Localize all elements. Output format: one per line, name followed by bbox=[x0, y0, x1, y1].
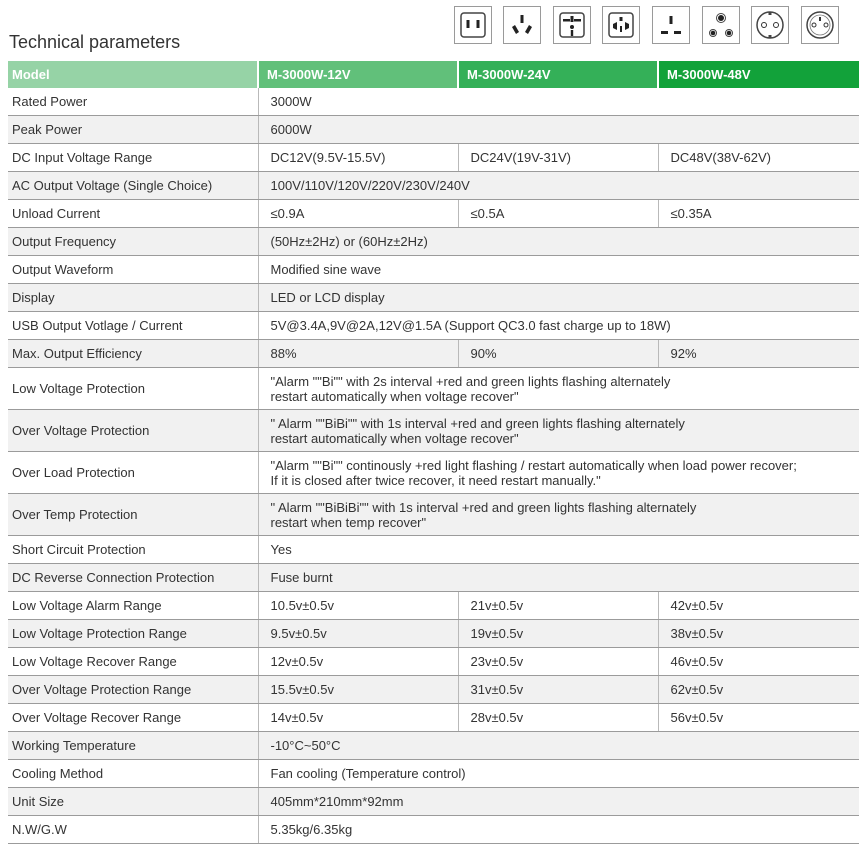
row-value: 28v±0.5v bbox=[458, 704, 658, 732]
header-12v-model: M-3000W-12V bbox=[258, 61, 458, 88]
row-value: 90% bbox=[458, 340, 658, 368]
row-value: 5.35kg/6.35kg bbox=[258, 816, 859, 844]
row-label: Output Frequency bbox=[8, 228, 258, 256]
row-value: 3000W bbox=[258, 88, 859, 116]
row-value-line: If it is closed after twice recover, it need restart manually." bbox=[270, 472, 601, 488]
row-value: 9.5v±0.5v bbox=[258, 620, 458, 648]
us-socket-icon bbox=[454, 6, 492, 44]
table-row bbox=[8, 788, 859, 816]
row-value bbox=[258, 494, 859, 536]
table-row bbox=[8, 228, 859, 256]
table-row bbox=[8, 494, 859, 536]
row-label: Short Circuit Protection bbox=[8, 536, 258, 564]
header-24v-model: M-3000W-24V bbox=[458, 61, 658, 88]
row-value: ≤0.9A bbox=[258, 200, 458, 228]
row-value-line: restart when temp recover" bbox=[270, 514, 427, 530]
row-value: 92% bbox=[658, 340, 859, 368]
table-row bbox=[8, 676, 859, 704]
row-value: 88% bbox=[258, 340, 458, 368]
row-value: 15.5v±0.5v bbox=[258, 676, 458, 704]
row-label: AC Output Voltage (Single Choice) bbox=[8, 172, 258, 200]
row-label: Display bbox=[8, 284, 258, 312]
table-row bbox=[8, 620, 859, 648]
row-label: Over Voltage Protection Range bbox=[8, 676, 258, 704]
table-row bbox=[8, 200, 859, 228]
spec-table bbox=[8, 61, 859, 844]
eu-socket-icon bbox=[751, 6, 789, 44]
row-value bbox=[258, 452, 859, 494]
row-value: ≤0.35A bbox=[658, 200, 859, 228]
table-row bbox=[8, 648, 859, 676]
row-value: DC48V(38V-62V) bbox=[658, 144, 859, 172]
row-value: 10.5v±0.5v bbox=[258, 592, 458, 620]
row-value: 42v±0.5v bbox=[658, 592, 859, 620]
row-value-line: " Alarm ""BiBiBi"" with 1s interval +red and green lights flashing alternately bbox=[270, 499, 697, 515]
row-label: Unit Size bbox=[8, 788, 258, 816]
row-value: 19v±0.5v bbox=[458, 620, 658, 648]
table-row bbox=[8, 312, 859, 340]
table-row bbox=[8, 816, 859, 844]
row-value bbox=[258, 410, 859, 452]
row-value: Yes bbox=[258, 536, 859, 564]
row-value: 5V@3.4A,9V@2A,12V@1.5A (Support QC3.0 fast charge up to 18W) bbox=[258, 312, 859, 340]
row-value-line: " Alarm ""BiBi"" with 1s interval +red and green lights flashing alternately bbox=[270, 415, 685, 431]
row-value-line: "Alarm ""Bi"" continously +red light flashing / restart automatically when load power recover; bbox=[270, 457, 797, 473]
row-label: Low Voltage Protection Range bbox=[8, 620, 258, 648]
table-row bbox=[8, 144, 859, 172]
table-row bbox=[8, 732, 859, 760]
row-value: 12v±0.5v bbox=[258, 648, 458, 676]
table-row bbox=[8, 592, 859, 620]
multi-socket-icon bbox=[602, 6, 640, 44]
row-value: LED or LCD display bbox=[258, 284, 859, 312]
row-label: Max. Output Efficiency bbox=[8, 340, 258, 368]
za-socket-icon bbox=[652, 6, 690, 44]
spec-table-body bbox=[8, 88, 859, 844]
table-row bbox=[8, 88, 859, 116]
row-value-line: "Alarm ""Bi"" with 2s interval +red and green lights flashing alternately bbox=[270, 373, 671, 389]
table-row bbox=[8, 340, 859, 368]
header-48v-model: M-3000W-48V bbox=[658, 61, 859, 88]
table-row bbox=[8, 760, 859, 788]
row-value: DC24V(19V-31V) bbox=[458, 144, 658, 172]
table-row bbox=[8, 172, 859, 200]
row-value: Fuse burnt bbox=[258, 564, 859, 592]
row-label: Peak Power bbox=[8, 116, 258, 144]
row-label: N.W/G.W bbox=[8, 816, 258, 844]
row-label: Output Waveform bbox=[8, 256, 258, 284]
spec-table-header bbox=[8, 61, 859, 88]
table-row bbox=[8, 116, 859, 144]
row-label: Cooling Method bbox=[8, 760, 258, 788]
row-value: 56v±0.5v bbox=[658, 704, 859, 732]
table-row bbox=[8, 284, 859, 312]
row-label: Low Voltage Alarm Range bbox=[8, 592, 258, 620]
row-label: DC Reverse Connection Protection bbox=[8, 564, 258, 592]
row-value: 14v±0.5v bbox=[258, 704, 458, 732]
row-label: Unload Current bbox=[8, 200, 258, 228]
table-row bbox=[8, 564, 859, 592]
row-label: Low Voltage Protection bbox=[8, 368, 258, 410]
table-row bbox=[8, 368, 859, 410]
row-value-line: restart automatically when voltage recover" bbox=[270, 388, 519, 404]
row-value: 62v±0.5v bbox=[658, 676, 859, 704]
row-value: 405mm*210mm*92mm bbox=[258, 788, 859, 816]
row-label: Over Load Protection bbox=[8, 452, 258, 494]
row-value: DC12V(9.5V-15.5V) bbox=[258, 144, 458, 172]
page-title: Technical parameters bbox=[9, 32, 181, 52]
row-value: 38v±0.5v bbox=[658, 620, 859, 648]
table-row bbox=[8, 536, 859, 564]
in-socket-icon bbox=[702, 6, 740, 44]
row-label: Rated Power bbox=[8, 88, 258, 116]
row-value bbox=[258, 368, 859, 410]
row-value: -10°C~50°C bbox=[258, 732, 859, 760]
row-value: 31v±0.5v bbox=[458, 676, 658, 704]
row-value: (50Hz±2Hz) or (60Hz±2Hz) bbox=[258, 228, 859, 256]
row-value: 6000W bbox=[258, 116, 859, 144]
header-model: Model bbox=[8, 61, 258, 88]
au-socket-icon bbox=[503, 6, 541, 44]
row-value: Fan cooling (Temperature control) bbox=[258, 760, 859, 788]
row-value: 23v±0.5v bbox=[458, 648, 658, 676]
row-value: Modified sine wave bbox=[258, 256, 859, 284]
row-label: Over Temp Protection bbox=[8, 494, 258, 536]
row-label: Over Voltage Protection bbox=[8, 410, 258, 452]
table-row bbox=[8, 256, 859, 284]
row-label: Low Voltage Recover Range bbox=[8, 648, 258, 676]
row-value: ≤0.5A bbox=[458, 200, 658, 228]
row-label: USB Output Votlage / Current bbox=[8, 312, 258, 340]
universal-socket-icon bbox=[553, 6, 591, 44]
row-value: 46v±0.5v bbox=[658, 648, 859, 676]
row-value: 21v±0.5v bbox=[458, 592, 658, 620]
fr-socket-icon bbox=[801, 6, 839, 44]
table-row bbox=[8, 704, 859, 732]
row-value-line: restart automatically when voltage recover" bbox=[270, 430, 519, 446]
table-row bbox=[8, 410, 859, 452]
row-label: DC Input Voltage Range bbox=[8, 144, 258, 172]
row-value: 100V/110V/120V/220V/230V/240V bbox=[258, 172, 859, 200]
table-row bbox=[8, 452, 859, 494]
row-label: Over Voltage Recover Range bbox=[8, 704, 258, 732]
row-label: Working Temperature bbox=[8, 732, 258, 760]
